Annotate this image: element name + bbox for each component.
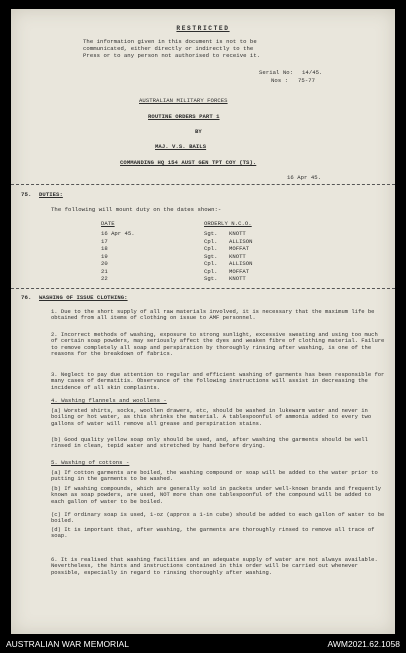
footer-source: AUSTRALIAN WAR MEMORIAL	[6, 639, 129, 649]
duty-row-name: MOFFAT	[229, 245, 250, 252]
section-75-heading: DUTIES:	[39, 191, 63, 198]
paragraph-3: 3. Neglect to pay due attention to regular and efficient washing of garments has been responsible for many cases of dermatitis. Observance of the following instructions will assist in decreasing the incidence of all skin complaints.	[51, 371, 385, 391]
duty-row-rank: Cpl.	[204, 237, 218, 245]
duty-row-name: ALLISON	[229, 260, 253, 267]
paragraph-5b: (b) If washing compounds, which are generally sold in packets under well-known brands and frequently known as soap powders, are used, NOT more than one tablespoonful of the compound will be added to each gallon of water to be boiled.	[51, 485, 382, 505]
order-title: ROUTINE ORDERS PART 1	[148, 113, 220, 120]
document-page	[11, 9, 395, 634]
serial-label: Serial No:	[259, 69, 294, 76]
paragraph-5c: (c) If ordinary soap is used, 1-oz (approx a 1-in cube) should be added to each gallon of water to be boiled.	[51, 511, 385, 525]
duty-col-nco: ORDERLY N.C.O.	[204, 220, 252, 227]
nos-value: 75-77	[298, 77, 316, 84]
duty-row-rank: Sgt.	[204, 230, 218, 237]
command-line: COMMANDING HQ 154 AUST GEN TPT COY (TS).	[120, 159, 257, 166]
notice-line-2: communicated, either directly or indirectly to the	[83, 45, 254, 52]
serial-value: 14/45.	[302, 69, 323, 76]
paragraph-5-heading: 5. Washing of cottons -	[51, 459, 130, 466]
duty-row-name: ALLISON	[229, 237, 253, 245]
duty-row-date: 18	[101, 245, 108, 252]
paragraph-4a: (a) Worsted shirts, socks, woollen drawers, etc, should be washed in lukewarm water and never in boiling or hot water, as this shrinks the material. A tablespoonful of ammonia added to every two gallons of water will remove all grease and perspiration stains.	[51, 407, 372, 427]
paragraph-4b: (b) Good quality yellow soap only should be used, and, after washing the garments should be well rinsed in clean, tepid water and stretched by hand before drying.	[51, 436, 368, 450]
section-75-intro: The following will mount duty on the dates shown:-	[51, 206, 222, 213]
section-75-number: 75.	[21, 191, 32, 198]
duty-col-date: DATE	[101, 220, 115, 227]
classification-heading: RESTRICTED	[176, 25, 230, 32]
nos-label: Nos :	[271, 77, 289, 84]
duty-row-rank: Cpl.	[204, 267, 218, 275]
duty-row-name: MOFFAT	[229, 267, 250, 275]
force-name: AUSTRALIAN MILITARY FORCES	[139, 97, 228, 104]
paragraph-5a: (a) If cotton garments are boiled, the washing compound or soap will be added to the water prior to putting in the garments to be washed.	[51, 469, 378, 483]
duty-row-date: 17	[101, 237, 108, 245]
paragraph-5d: (d) It is important that, after washing, the garments are thoroughly rinsed to remove all trace of soap.	[51, 526, 375, 540]
paragraph-2: 2. Incorrect methods of washing, exposure to strong sunlight, excessive sweating and using too much of certain soap powders, may seriously affect the dyes and weaken fibre of clothing material. Failure to remove completely all soap and perspiration by thoroughly rinsing after washing, is one of the reasons for the breakdown of fabrics.	[51, 331, 385, 358]
duty-row-date: 20	[101, 260, 108, 267]
duty-row-rank: Cpl.	[204, 260, 218, 267]
paragraph-6: 6. It is realised that washing facilities and an adequate supply of water are not always available. Nevertheless, the hints and instructions contained in this order will be carried out whenever possible, especially in regard to rinsing thoroughly after washing.	[51, 556, 378, 576]
section-76-number: 76.	[21, 294, 32, 301]
duty-row-date: 22	[101, 275, 108, 282]
duty-row-date: 16 Apr 45.	[101, 230, 135, 237]
header-divider	[11, 184, 395, 185]
paragraph-4-heading: 4. Washing flannels and woollens -	[51, 397, 167, 404]
by-line: BY	[195, 128, 202, 135]
duty-row-date: 21	[101, 267, 108, 275]
officer-name: MAJ. V.S. BAILS	[155, 143, 207, 150]
duty-row-name: KNOTT	[229, 275, 246, 282]
duty-row-rank: Sgt.	[204, 252, 218, 260]
notice-line-3: Press or to any person not authorised to receive it.	[83, 52, 261, 59]
footer-accession: AWM2021.62.1058	[327, 639, 400, 649]
duty-row-date: 19	[101, 252, 108, 260]
paragraph-1: 1. Due to the short supply of all raw materials involved, it is necessary that the maximum life be obtained from all items of clothing on issue to AMF personnel.	[51, 308, 375, 322]
duty-row-rank: Cpl.	[204, 245, 218, 252]
duty-row-rank: Sgt.	[204, 275, 218, 282]
order-date: 16 Apr 45.	[287, 174, 322, 181]
notice-line-1: The information given in this document is not to be	[83, 38, 257, 45]
section-76-heading: WASHING OF ISSUE CLOTHING:	[39, 294, 128, 301]
section-divider	[11, 288, 395, 289]
duty-row-name: KNOTT	[229, 252, 246, 260]
duty-row-name: KNOTT	[229, 230, 246, 237]
